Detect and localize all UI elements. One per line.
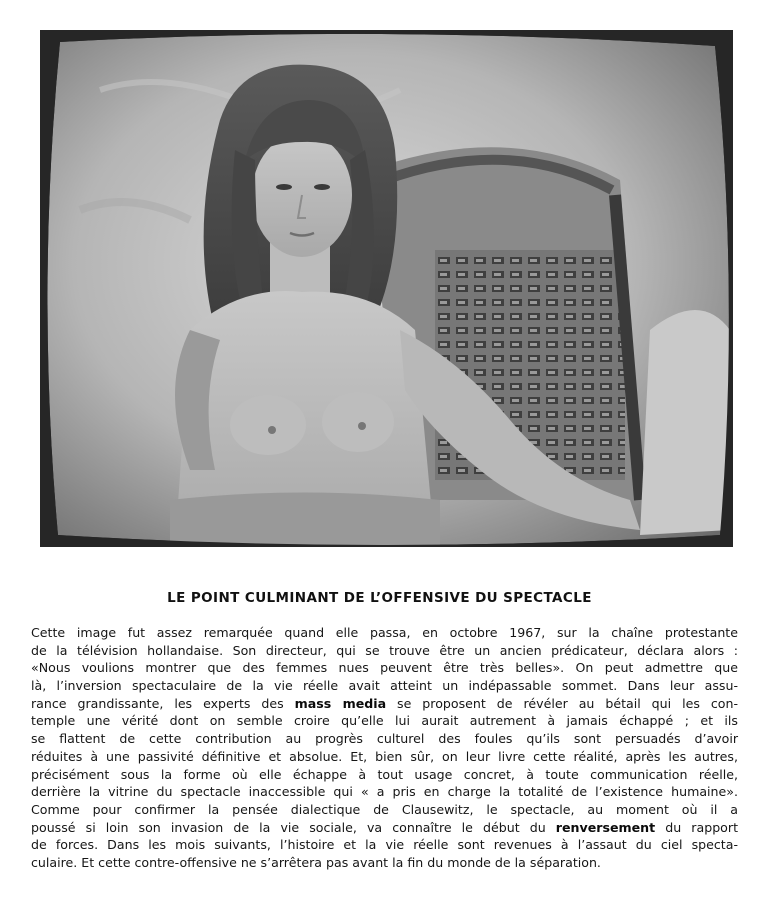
nude-woman-on-television-image: [40, 30, 733, 547]
text-line: [31, 766, 738, 784]
text-line: [31, 642, 738, 660]
text-line: [31, 748, 738, 766]
text-segment: rance grandissante, les experts des: [31, 695, 295, 711]
emphasized-term: mass media: [294, 695, 387, 711]
text-line: [31, 677, 738, 695]
text-segment: Comme pour confirmer la pensée dialectique de Clausewitz, le spectacle, au moment où il a: [31, 801, 738, 817]
text-line: [31, 624, 738, 642]
text-segment: du rapport: [655, 819, 739, 835]
text-line: [31, 659, 738, 677]
text-segment: là, l’inversion spectaculaire de la vie réelle avait atteint un indépassable sommet. Dans leur assu-: [31, 678, 738, 694]
text-line: [31, 854, 738, 872]
text-segment: de forces. Dans les mois suivants, l’histoire et la vie réelle sont revenues à l’assaut du ciel specta-: [31, 837, 738, 853]
text-line: [31, 836, 738, 854]
text-segment: derrière la vitrine du spectacle inaccessible qui « a pris en charge la totalité de l’existence humaine».: [31, 784, 738, 800]
text-line: [31, 730, 738, 748]
text-segment: de la télévision hollandaise. Son directeur, qui se trouve être un ancien prédicateur, déclara alors :: [31, 642, 738, 658]
text-segment: culaire. Et cette contre-offensive ne s’arrêtera pas avant la fin du monde de la séparation.: [31, 854, 601, 870]
emphasized-term: renversement: [555, 819, 656, 835]
text-segment: précisément sous la forme où elle échappe à tout usage concret, à toute communication réelle,: [31, 766, 738, 782]
television-screen-photo: [40, 30, 733, 547]
article-body: [31, 624, 738, 872]
text-line: [31, 712, 738, 730]
text-line: [31, 783, 738, 801]
article-title: LE POINT CULMINANT DE L’OFFENSIVE DU SPECTACLE: [167, 590, 592, 606]
text-segment: «Nous voulions montrer que des femmes nues peuvent être très belles». On peut admettre que: [31, 660, 738, 676]
text-segment: temple une vérité dont on semble croire qu’elle lui aurait autrement à jamais échappé ; et ils: [31, 713, 738, 729]
text-segment: se proposent de révéler au bétail qui les con-: [386, 695, 739, 711]
text-segment: réduites à une passivité définitive et absolue. Et, bien sûr, on leur livre cette réalité, après les autres,: [31, 748, 738, 764]
text-segment: se flattent de cette contribution au progrès culturel des foules qu’ils sont persuadés d’avoir: [31, 731, 738, 747]
text-segment: poussé si loin son invasion de la vie sociale, va connaître le début du: [31, 819, 556, 835]
text-line: [31, 801, 738, 819]
text-line: [31, 695, 738, 713]
text-line: [31, 819, 738, 837]
text-segment: Cette image fut assez remarquée quand elle passa, en octobre 1967, sur la chaîne protestante: [31, 625, 738, 640]
